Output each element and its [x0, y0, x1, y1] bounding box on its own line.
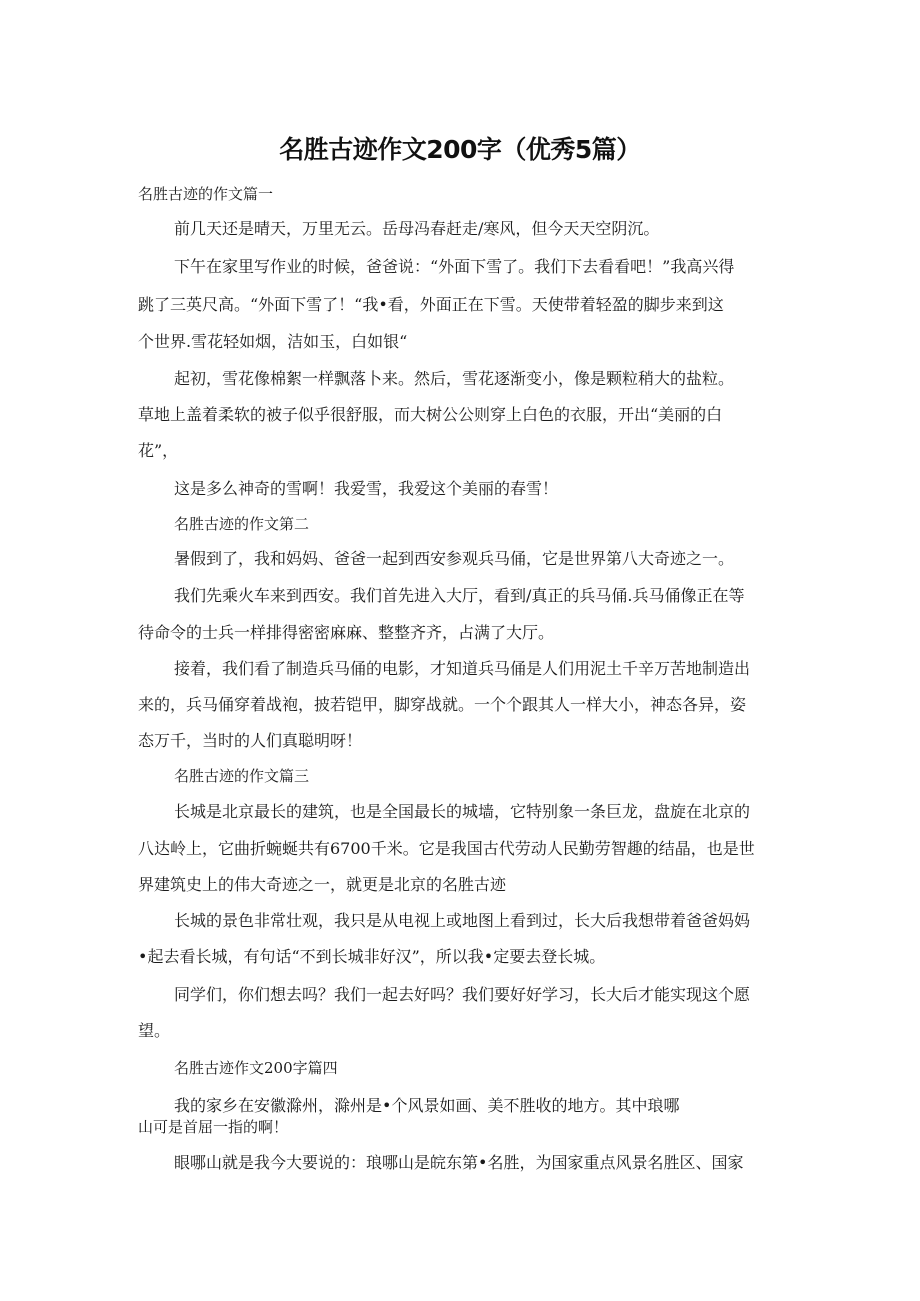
paragraph-line: 眼哪山就是我今大要说的：琅哪山是皖东第•名胜，为国家重点风景名胜区、国家 [174, 1153, 744, 1172]
paragraph-line: 八达岭上，它曲折蜿蜒共有6700千米。它是我国古代劳动人民勤劳智趣的结晶，也是世 [138, 839, 755, 858]
paragraph-line: 来的，兵马俑穿着战袍，披若铠甲，脚穿战就。一个个跟其人一样大小，神态各异，姿 [138, 695, 747, 714]
paragraph-line: 同学们，你们想去吗？我们一起去好吗？我们要好好学习，长大后才能实现这个愿 [174, 985, 751, 1004]
document-title: 名胜古迹作文200字（优秀5篇） [279, 135, 641, 164]
paragraph-line: 山可是首屈一指的啊！ [138, 1118, 289, 1136]
paragraph-line: 这是多么神奇的雪啊！我爱雪，我爱这个美丽的春雪！ [174, 479, 559, 498]
paragraph-line: 长城是北京最长的建筑，也是全国最长的城墙，它特别象一条巨龙，盘旋在北京的 [174, 802, 751, 821]
paragraph-line: 我们先乘火车来到西安。我们首先进入大厅，看到/真正的兵马俑.兵马俑像正在等 [174, 586, 745, 605]
section-heading-4: 名胜古迹作文200字篇四 [174, 1059, 338, 1077]
paragraph-line: 接着，我们看了制造兵马俑的电影，才知道兵马俑是人们用泥土千辛万苦地制造出 [174, 659, 751, 678]
paragraph-line: 花”， [138, 441, 179, 460]
section-heading-1: 名胜古迹的作文篇一 [138, 185, 274, 203]
paragraph-line: 下午在家里写作业的时候，爸爸说：“外面下雪了。我们下去看看吧！”我高兴得 [174, 257, 735, 276]
paragraph-line: 态万千，当时的人们真聪明呀！ [138, 731, 363, 750]
paragraph-line: 暑假到了，我和妈妈、爸爸一起到西安参观兵马俑，它是世界第八大奇迹之一。 [174, 549, 735, 568]
paragraph-line: 界建筑史上的伟大奇迹之一，就更是北京的名胜古迹 [138, 875, 507, 894]
paragraph-line: 长城的景色非常壮观，我只是从电视上或地图上看到过，长大后我想带着爸爸妈妈 [174, 911, 751, 930]
paragraph-line: •起去看长城，有句话“不到长城非好汉”，所以我•定要去登长城。 [138, 947, 606, 966]
paragraph-line: 个世界.雪花轻如烟，洁如玉，白如银“ [138, 332, 408, 351]
section-heading-3: 名胜古迹的作文篇三 [174, 767, 310, 785]
paragraph-line: 我的家乡在安徽滁州，滁州是•个风景如画、美不胜收的地方。其中琅哪 [174, 1096, 680, 1115]
paragraph-line: 望。 [138, 1021, 171, 1040]
paragraph-line: 起初，雪花像棉絮一样飘落卜来。然后，雪花逐渐变小，像是颗粒稍大的盐粒。 [174, 369, 735, 388]
paragraph-line: 待命令的士兵一样排得密密麻麻、整整齐齐，占满了大厅。 [138, 623, 555, 642]
paragraph-line: 草地上盖着柔软的被子似乎很舒服，而大树公公则穿上白色的衣服，开出“美丽的白 [138, 405, 723, 424]
paragraph-line: 前几天还是晴天，万里无云。岳母冯春赶走/寒风，但今天天空阴沉。 [174, 219, 660, 238]
paragraph-line: 跳了三英尺高。“外面下雪了！“我•看，外面正在下雪。天使带着轻盈的脚步来到这 [138, 295, 724, 314]
section-heading-2: 名胜古迹的作文第二 [174, 515, 310, 533]
